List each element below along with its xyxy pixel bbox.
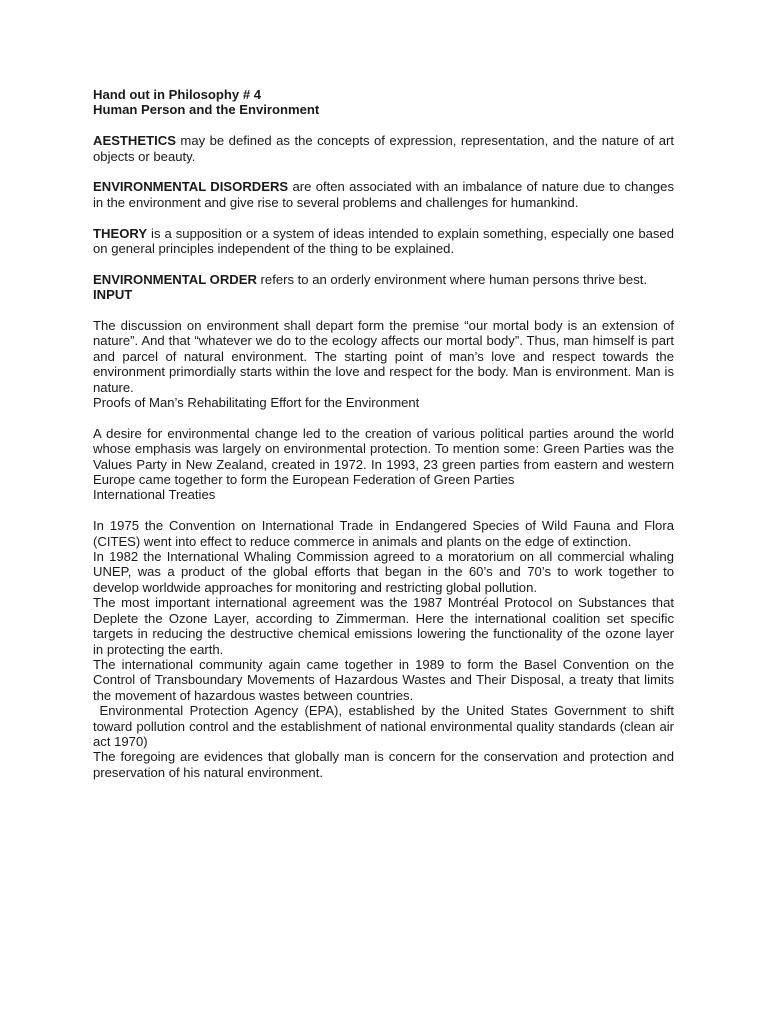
definition-term: AESTHETICS xyxy=(93,133,176,149)
proofs-heading: Proofs of Man’s Rehabilitating Effort for the Environment xyxy=(93,395,420,411)
handout-topic-title: Human Person and the Environment xyxy=(93,102,320,118)
definition-term: ENVIRONMENTAL ORDER xyxy=(93,271,257,287)
treaties-heading: International Treaties xyxy=(93,487,216,503)
treaty-montreal-protocol: The most important international agreement was the 1987 Montréal Protocol on Substances that Deplete the Ozone Layer, according to Zimmerman. Here the international coalition set specific targets in reducing the destructive chemical emissions lowering the functionality of the ozone layer in protecting the earth. xyxy=(93,595,674,657)
treaties-list xyxy=(93,518,674,780)
definition-text: may be defined as the concepts of expression, representation, and the nature of art objects or beauty. xyxy=(93,133,674,164)
input-paragraph: The discussion on environment shall depart form the premise “our mortal body is an extension of nature”. And that “whatever we do to the ecology affects our mortal body”. Thus, man himself is part and parcel of natural environment. The starting point of man’s love and respect towards the environment primordially starts within the love and respect for the body. Man is environment. Man is nature. xyxy=(93,318,674,395)
definition-aesthetics xyxy=(93,133,674,164)
definition-environmental-disorders xyxy=(93,179,674,210)
treaty-basel-convention: The international community again came together in 1989 to form the Basel Convention on the Control of Transboundary Movements of Hazardous Wastes and Their Disposal, a treaty that limits the movement of hazardous wastes between countries. xyxy=(93,656,674,703)
input-heading: INPUT xyxy=(93,287,133,303)
treaty-whaling: In 1982 the International Whaling Commission agreed to a moratorium on all commercial whaling UNEP, was a product of the global efforts that began in the 60’s and 70’s to work together to develop worldwide approaches for monitoring and restricting global pollution. xyxy=(93,549,674,595)
proofs-paragraph: A desire for environmental change led to the creation of various political parties around the world whose emphasis was largely on environmental protection. To mention some: Green Parties was the Values Party in New Zealand, created in 1972. In 1993, 23 green parties from eastern and western Europe came together to form the European Federation of Green Parties xyxy=(93,425,674,488)
handout-number-title: Hand out in Philosophy # 4 xyxy=(93,87,262,102)
definition-text: are often associated with an imbalance of nature due to changes in the environment and give rise to several problems and challenges for humankind. xyxy=(93,179,674,210)
treaties-conclusion: The foregoing are evidences that globally man is concern for the conservation and protection and preservation of his natural environment. xyxy=(93,749,674,780)
definition-environmental-order xyxy=(93,272,674,287)
treaty-epa: Environmental Protection Agency (EPA), established by the United States Government to shift toward pollution control and the establishment of national environmental quality standards (clean air act 1970) xyxy=(93,703,674,749)
definition-theory xyxy=(93,226,674,257)
document-page xyxy=(93,87,674,780)
treaty-cites: In 1975 the Convention on International Trade in Endangered Species of Wild Fauna and Flora (CITES) went into effect to reduce commerce in animals and plants on the edge of extinction. xyxy=(93,518,674,549)
definition-text: is a supposition or a system of ideas intended to explain something, especially one based on general principles independent of the thing to be explained. xyxy=(93,225,674,257)
definition-text: refers to an orderly environment where human persons thrive best. xyxy=(256,271,648,287)
definition-term: THEORY xyxy=(93,225,148,241)
definition-term: ENVIRONMENTAL DISORDERS xyxy=(93,179,289,195)
